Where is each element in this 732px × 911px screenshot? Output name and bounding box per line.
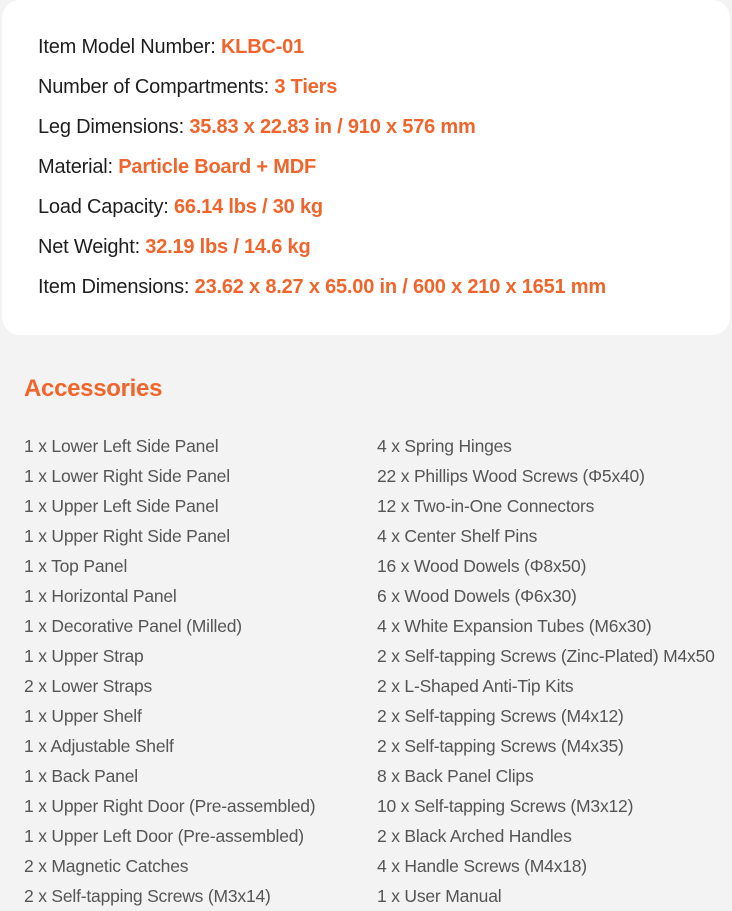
list-item: 4 x Center Shelf Pins — [377, 526, 538, 546]
spec-value: 23.62 x 8.27 x 65.00 in / 600 x 210 x 1651 mm — [194, 276, 606, 298]
list-item: 1 x Adjustable Shelf — [24, 736, 174, 756]
spec-value: Particle Board + MDF — [118, 156, 316, 178]
list-item: 2 x Black Arched Handles — [377, 826, 572, 846]
list-item: 4 x Handle Screws (M4x18) — [377, 856, 587, 876]
list-item: 2 x Self-tapping Screws (M4x35) — [377, 736, 624, 756]
list-item: 1 x Decorative Panel (Milled) — [24, 616, 242, 636]
list-item: 1 x Lower Right Side Panel — [24, 466, 230, 486]
spec-label: Leg Dimensions: — [38, 116, 190, 138]
list-item: 1 x Upper Left Door (Pre-assembled) — [24, 826, 304, 846]
spec-label: Number of Compartments: — [38, 76, 275, 98]
list-item: 12 x Two-in-One Connectors — [377, 496, 595, 516]
list-item: 1 x Lower Left Side Panel — [24, 436, 219, 456]
accessories-section — [0, 360, 732, 908]
list-item: 22 x Phillips Wood Screws (Φ5x40) — [377, 466, 645, 486]
spec-material — [38, 149, 730, 189]
spec-label: Item Model Number: — [38, 36, 221, 58]
list-item: 2 x Self-tapping Screws (M3x14) — [24, 886, 271, 906]
spec-model-number — [38, 29, 730, 69]
accessories-list-right — [377, 431, 715, 911]
spec-leg-dimensions — [38, 109, 730, 149]
list-item: 10 x Self-tapping Screws (M3x12) — [377, 796, 634, 816]
spec-label: Net Weight: — [38, 236, 146, 258]
list-item: 2 x Self-tapping Screws (M4x12) — [377, 706, 624, 726]
list-item: 1 x Top Panel — [24, 556, 128, 576]
list-item: 1 x Upper Right Door (Pre-assembled) — [24, 796, 316, 816]
spec-load-capacity — [38, 189, 730, 229]
list-item: 1 x Upper Right Side Panel — [24, 526, 230, 546]
list-item: 1 x Upper Shelf — [24, 706, 142, 726]
list-item: 4 x White Expansion Tubes (M6x30) — [377, 616, 652, 636]
accessories-list-left — [24, 431, 315, 911]
spec-value: 32.19 lbs / 14.6 kg — [145, 236, 311, 258]
spec-label: Item Dimensions: — [38, 276, 195, 298]
list-item: 1 x Back Panel — [24, 766, 138, 786]
list-item: 2 x Lower Straps — [24, 676, 153, 696]
spec-label: Load Capacity: — [38, 196, 174, 218]
list-item: 4 x Spring Hinges — [377, 436, 512, 456]
specifications-card — [2, 0, 730, 335]
list-item: 1 x Upper Strap — [24, 646, 144, 666]
spec-item-dimensions — [38, 269, 730, 309]
list-item: 8 x Back Panel Clips — [377, 766, 534, 786]
list-item: 2 x Self-tapping Screws (Zinc-Plated) M4x50 — [377, 646, 715, 666]
spec-value: 66.14 lbs / 30 kg — [173, 196, 323, 218]
spec-value: 35.83 x 22.83 in / 910 x 576 mm — [189, 116, 476, 138]
list-item: 2 x L-Shaped Anti-Tip Kits — [377, 676, 574, 696]
list-item: 1 x User Manual — [377, 886, 502, 906]
list-item: 1 x Upper Left Side Panel — [24, 496, 219, 516]
spec-value: KLBC-01 — [220, 36, 304, 58]
list-item: 2 x Magnetic Catches — [24, 856, 189, 876]
accessories-heading: Accessories — [24, 375, 163, 402]
spec-compartments — [38, 69, 730, 109]
list-item: 1 x Horizontal Panel — [24, 586, 177, 606]
spec-net-weight — [38, 229, 730, 269]
spec-label: Material: — [38, 156, 119, 178]
list-item: 6 x Wood Dowels (Φ6x30) — [377, 586, 577, 606]
spec-value: 3 Tiers — [274, 76, 338, 98]
list-item: 16 x Wood Dowels (Φ8x50) — [377, 556, 587, 576]
